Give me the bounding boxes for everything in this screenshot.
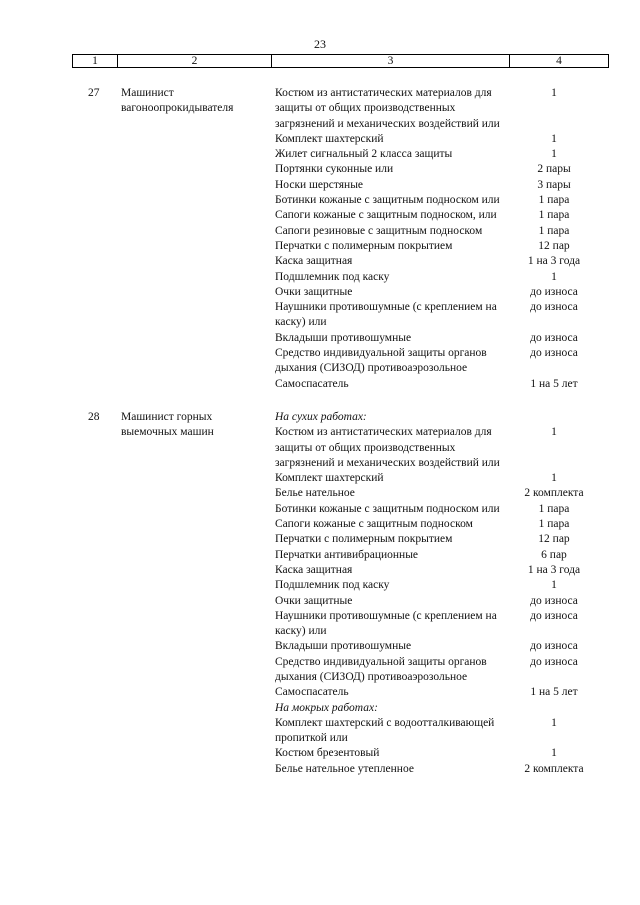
list-item bbox=[275, 762, 605, 777]
list-item bbox=[275, 208, 605, 223]
item-quantity: 1 bbox=[551, 426, 557, 439]
item-name: Белье нательное утепленное bbox=[275, 762, 414, 775]
item-quantity: 1 bbox=[551, 148, 557, 161]
item-name: Средство индивидуальной защиты органов дыхания (СИЗОД) противоаэрозольное bbox=[275, 347, 487, 375]
list-item bbox=[275, 502, 605, 517]
equipment-list bbox=[275, 410, 605, 777]
item-name: Очки защитные bbox=[275, 594, 353, 607]
entry-number: 28 bbox=[88, 410, 100, 423]
item-name: Подшлемник под каску bbox=[275, 270, 390, 283]
item-name: Жилет сигнальный 2 класса защиты bbox=[275, 148, 453, 161]
item-quantity: до износа bbox=[530, 640, 578, 653]
list-item bbox=[275, 285, 605, 300]
list-item bbox=[275, 655, 605, 686]
item-name: Костюм из антистатических материалов для защиты от общих производственных загрязнений и механических воздействий или bbox=[275, 426, 500, 469]
item-name: Перчатки с полимерным покрытием bbox=[275, 239, 453, 252]
list-item bbox=[275, 162, 605, 177]
item-quantity: 6 пар bbox=[541, 548, 567, 561]
list-item bbox=[275, 425, 605, 471]
list-item bbox=[275, 270, 605, 285]
profession-entry bbox=[0, 86, 640, 392]
list-item bbox=[275, 377, 605, 392]
list-item bbox=[275, 685, 605, 700]
item-name: Комплект шахтерский bbox=[275, 132, 384, 145]
item-name: Средство индивидуальной защиты органов дыхания (СИЗОД) противоаэрозольное bbox=[275, 655, 487, 683]
item-name: Ботинки кожаные с защитным подноском или bbox=[275, 502, 500, 515]
item-name: Перчатки антивибрационные bbox=[275, 548, 419, 561]
profession-title: Машинист горных выемочных машин bbox=[121, 410, 214, 439]
list-item bbox=[275, 193, 605, 208]
list-item bbox=[275, 532, 605, 547]
item-quantity: 1 на 3 года bbox=[527, 255, 581, 268]
item-quantity: до износа bbox=[530, 347, 578, 360]
item-quantity: 1 пара bbox=[538, 224, 570, 237]
item-name: Каска защитная bbox=[275, 563, 353, 576]
column-header-1: 1 bbox=[73, 55, 118, 68]
list-item bbox=[275, 517, 605, 532]
item-quantity: 12 пар bbox=[538, 533, 570, 546]
column-header-4: 4 bbox=[510, 55, 609, 68]
item-name: Сапоги кожаные с защитным подноском, или bbox=[275, 209, 497, 222]
item-name: Каска защитная bbox=[275, 255, 353, 268]
item-name: Костюм брезентовый bbox=[275, 747, 380, 760]
list-item bbox=[275, 178, 605, 193]
list-item bbox=[275, 716, 605, 747]
item-name: Комплект шахтерский bbox=[275, 472, 384, 485]
column-header-2: 2 bbox=[118, 55, 272, 68]
column-header-table bbox=[72, 54, 609, 68]
item-quantity: 2 пары bbox=[537, 163, 571, 176]
item-quantity: 2 комплекта bbox=[524, 487, 584, 500]
item-name: Наушники противошумные (с креплением на каску) или bbox=[275, 301, 497, 329]
item-name: Носки шерстяные bbox=[275, 178, 364, 191]
item-quantity: 12 пар bbox=[538, 239, 570, 252]
item-quantity: 1 пара bbox=[538, 502, 570, 515]
list-item bbox=[275, 224, 605, 239]
item-quantity: 1 bbox=[551, 132, 557, 145]
item-name: Подшлемник под каску bbox=[275, 579, 390, 592]
item-name: Портянки суконные или bbox=[275, 163, 394, 176]
list-item bbox=[275, 578, 605, 593]
list-item bbox=[275, 609, 605, 640]
list-item bbox=[275, 300, 605, 331]
list-item bbox=[275, 147, 605, 162]
item-quantity: до износа bbox=[530, 594, 578, 607]
item-quantity: до износа bbox=[530, 331, 578, 344]
item-quantity: до износа bbox=[530, 609, 578, 622]
item-quantity: 1 на 5 лет bbox=[530, 686, 578, 699]
item-name: Перчатки с полимерным покрытием bbox=[275, 533, 453, 546]
item-quantity: 1 bbox=[551, 747, 557, 760]
item-name: Самоспасатель bbox=[275, 377, 349, 390]
item-quantity: до износа bbox=[530, 285, 578, 298]
item-name: Костюм из антистатических материалов для защиты от общих производственных загрязнений и механических воздействий или bbox=[275, 87, 500, 130]
item-quantity: 1 bbox=[551, 579, 557, 592]
item-name: Вкладыши противошумные bbox=[275, 640, 412, 653]
profession-entry bbox=[0, 410, 640, 777]
item-quantity: 1 на 3 года bbox=[527, 563, 581, 576]
item-quantity: 1 bbox=[551, 87, 557, 99]
list-item bbox=[275, 254, 605, 269]
list-item bbox=[275, 563, 605, 578]
item-name: Сапоги резиновые с защитным подноском bbox=[275, 224, 483, 237]
list-item bbox=[275, 346, 605, 377]
item-quantity: 2 комплекта bbox=[524, 762, 584, 775]
list-item bbox=[275, 132, 605, 147]
section-heading: На сухих работах: bbox=[275, 410, 367, 423]
list-item bbox=[275, 486, 605, 501]
item-name: Комплект шахтерский с водоотталкивающей пропиткой или bbox=[275, 716, 495, 745]
item-name: Вкладыши противошумные bbox=[275, 331, 412, 344]
list-item bbox=[275, 594, 605, 609]
item-quantity: 1 на 5 лет bbox=[530, 377, 578, 390]
item-name: Самоспасатель bbox=[275, 686, 349, 699]
item-name: Белье нательное bbox=[275, 487, 355, 500]
list-item bbox=[275, 746, 605, 761]
column-header-3: 3 bbox=[272, 55, 510, 68]
list-item bbox=[275, 548, 605, 563]
item-quantity: 1 bbox=[551, 270, 557, 283]
column-header-row bbox=[73, 55, 609, 68]
item-name: Ботинки кожаные с защитным подноском или bbox=[275, 194, 500, 207]
item-quantity: до износа bbox=[530, 655, 578, 668]
item-quantity: 1 пара bbox=[538, 209, 570, 222]
item-quantity: до износа bbox=[530, 301, 578, 314]
entries-list bbox=[0, 86, 640, 795]
list-item bbox=[275, 239, 605, 254]
item-name: Наушники противошумные (с креплением на каску) или bbox=[275, 609, 497, 638]
page-number: 23 bbox=[314, 37, 326, 51]
equipment-list bbox=[275, 86, 605, 392]
item-name: Очки защитные bbox=[275, 285, 353, 298]
section-heading: На мокрых работах: bbox=[275, 701, 378, 714]
list-item bbox=[275, 471, 605, 486]
item-quantity: 3 пары bbox=[537, 178, 571, 191]
item-quantity: 1 пара bbox=[538, 194, 570, 207]
item-quantity: 1 bbox=[551, 472, 557, 485]
item-name: Сапоги кожаные с защитным подноском bbox=[275, 518, 473, 531]
list-item bbox=[275, 639, 605, 654]
entry-number: 27 bbox=[88, 87, 100, 99]
list-item bbox=[275, 331, 605, 346]
item-quantity: 1 пара bbox=[538, 518, 570, 531]
list-item bbox=[275, 86, 605, 132]
item-quantity: 1 bbox=[551, 716, 557, 729]
profession-title: Машинист вагоноопрокидывателя bbox=[121, 87, 234, 115]
